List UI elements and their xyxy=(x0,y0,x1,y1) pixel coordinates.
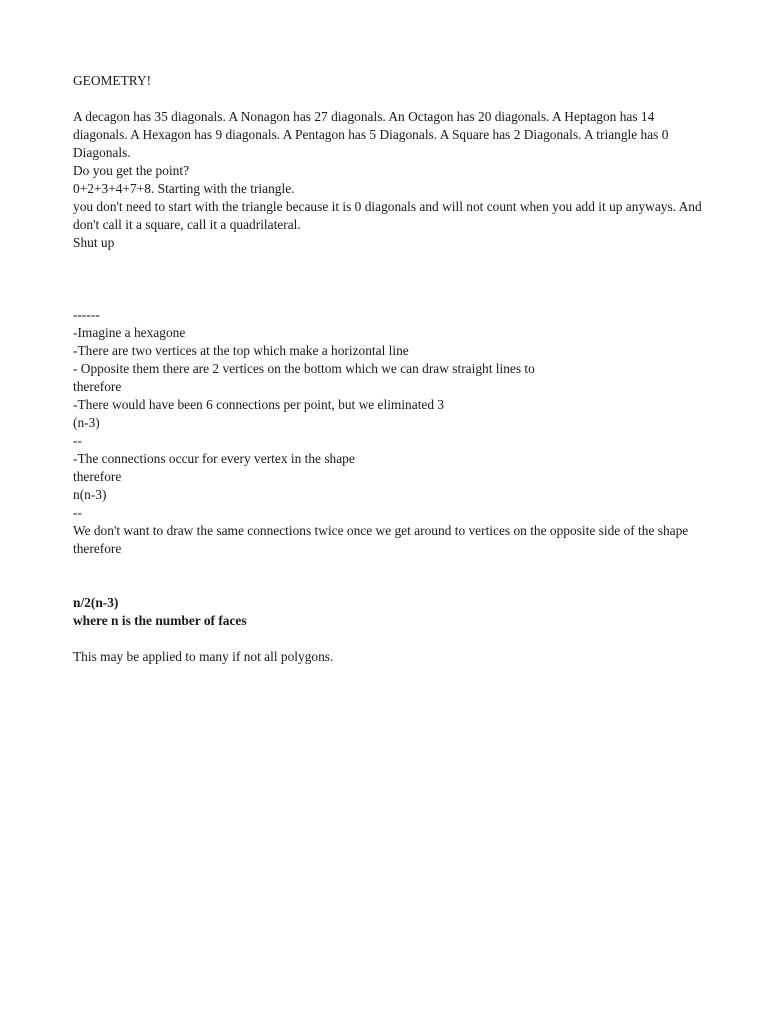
shut-up-line: Shut up xyxy=(73,235,115,250)
spacer xyxy=(73,252,703,270)
sequence-line: 0+2+3+4+7+8. Starting with the triangle. xyxy=(73,181,295,196)
spacer xyxy=(73,576,703,594)
therefore-line: therefore xyxy=(73,379,122,394)
step-opposite: - Opposite them there are 2 vertices on the bottom which we can draw straight lines to xyxy=(73,361,535,376)
step-top-vertices: -There are two vertices at the top which make a horizontal line xyxy=(73,343,409,358)
step-connections: -There would have been 6 connections per point, but we eliminated 3 xyxy=(73,397,445,412)
reply-paragraph: you don't need to start with the triangle because it is 0 diagonals and will not count when you add it up anyways. And don't call it a square, call it a quadrilateral. xyxy=(73,199,702,232)
question-line: Do you get the point? xyxy=(73,163,190,178)
spacer xyxy=(73,558,703,576)
document-page xyxy=(73,72,703,666)
separator-line: -- xyxy=(73,505,82,520)
separator-line: ------ xyxy=(73,307,100,322)
document-title: GEOMETRY! xyxy=(73,73,152,88)
therefore-line: therefore xyxy=(73,541,122,556)
final-where: where n is the number of faces xyxy=(73,613,247,628)
final-formula: n/2(n-3) xyxy=(73,595,119,610)
spacer xyxy=(73,630,703,648)
spacer xyxy=(73,270,703,288)
spacer xyxy=(73,90,703,108)
step-every-vertex: -The connections occur for every vertex in the shape xyxy=(73,451,355,466)
formula-line: (n-3) xyxy=(73,415,100,430)
spacer xyxy=(73,288,703,306)
step-twice: We don't want to draw the same connections twice once we get around to vertices on the opposite side of the shape xyxy=(73,523,689,538)
step-imagine: -Imagine a hexagone xyxy=(73,325,186,340)
therefore-line: therefore xyxy=(73,469,122,484)
separator-line: -- xyxy=(73,433,82,448)
closing-line: This may be applied to many if not all polygons. xyxy=(73,649,334,664)
formula-line: n(n-3) xyxy=(73,487,107,502)
intro-paragraph: A decagon has 35 diagonals. A Nonagon has 27 diagonals. An Octagon has 20 diagonals. A Heptagon has 14 diagonals. A Hexagon has 9 diagonals. A Pentagon has 5 Diagonals. A Square has 2 Diagonals. A triangle has 0 Diagonals. xyxy=(73,109,669,160)
